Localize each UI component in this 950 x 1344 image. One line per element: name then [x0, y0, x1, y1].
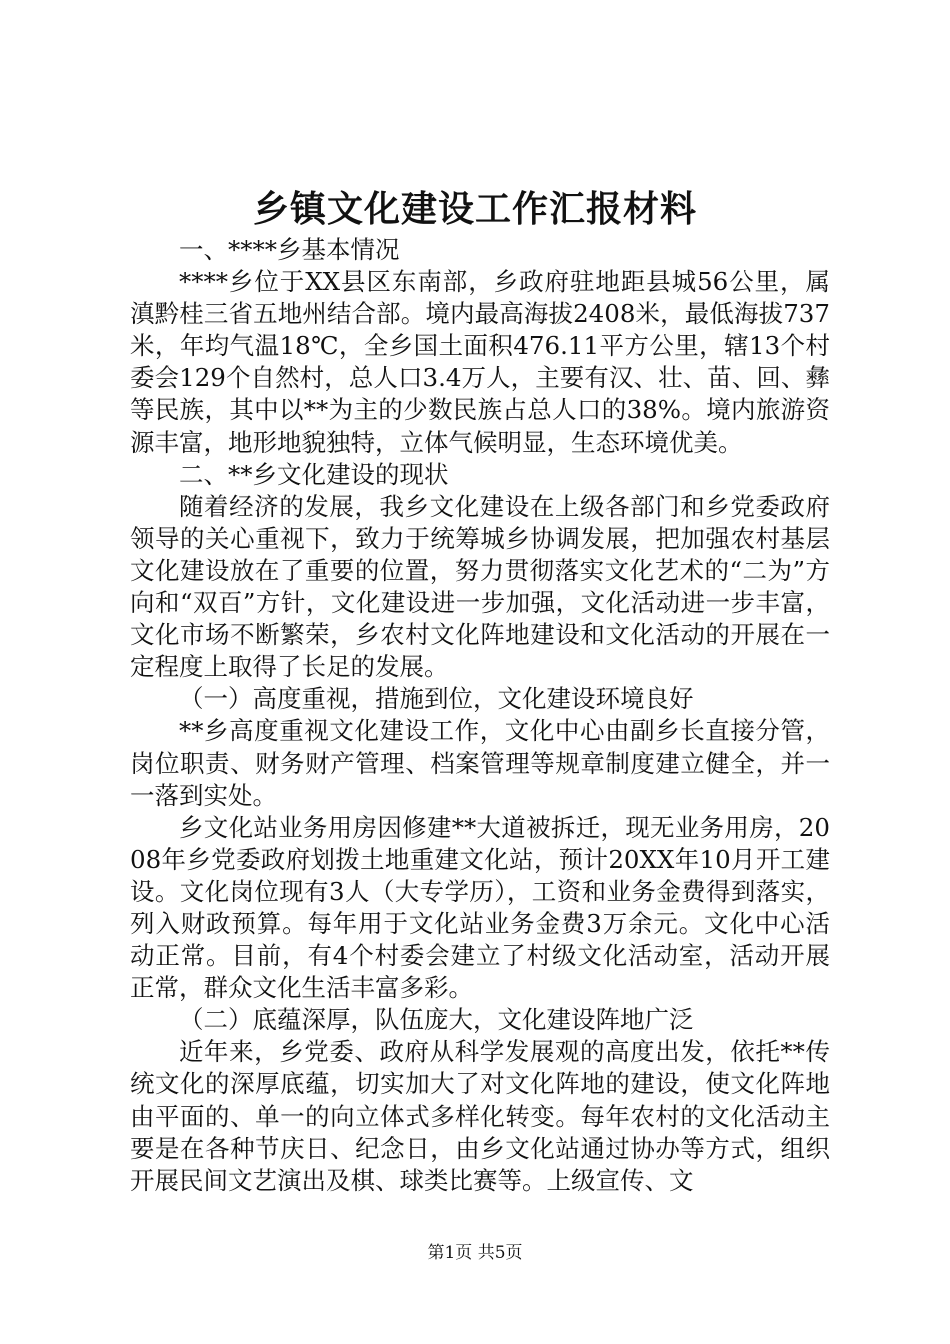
- section-heading-basic-info: 一、****乡基本情况: [179, 235, 400, 264]
- document-title: 乡镇文化建设工作汇报材料: [252, 189, 697, 230]
- paragraph-current-status: 随着经济的发展，我乡文化建设在上级各部门和乡党委政府领导的关心重视下，致力于统筹城乡协调发展，把加强农村基层文化建设放在了重要的位置，努力贯彻落实文化艺术的“二为”方向和“双百”方针，文化建设进一步加强，文化活动进一步丰富，文化市场不断繁荣，乡农村文化阵地建设和文化活动的开展在一定程度上取得了长足的发展。: [130, 491, 830, 682]
- paragraph-management: **乡高度重视文化建设工作，文化中心由副乡长直接分管，岗位职责、财务财产管理、档案管理等规章制度建立健全，并一一落到实处。: [130, 716, 830, 810]
- subsection-heading-2: （二）底蕴深厚，队伍庞大，文化建设阵地广泛: [179, 1005, 694, 1035]
- paragraph-culture-station: 乡文化站业务用房因修建**大道被拆迁，现无业务用房，2008年乡党委政府划拨土地重建文化站，预计20XX年10月开工建设。文化岗位现有3人（大专学历），工资和业务金费得到落实，列入财政预算。每年用于文化站业务金费3万余元。文化中心活动正常。目前，有4个村委会建立了村级文化活动室，活动开展正常，群众文化生活丰富多彩。: [130, 812, 830, 1003]
- page-number-footer: 第1页 共5页: [427, 1243, 523, 1263]
- section-heading-current-status: 二、**乡文化建设的现状: [179, 459, 449, 489]
- paragraph-basic-info: ****乡位于XX县区东南部，乡政府驻地距县城56公里，属滇黔桂三省五地州结合部。境内最高海拔2408米，最低海拔737米，年均气温18℃，全乡国土面积476.11平方公里，辖13个村委会129个自然村，总人口3.4万人，主要有汉、壮、苗、回、彝等民族，其中以**为主的少数民族占总人口的38%。境内旅游资源丰富，地形地貌独特，立体气候明显，生态环境优美。: [130, 267, 830, 457]
- paragraph-cultural-activities: 近年来，乡党委、政府从科学发展观的高度出发，依托**传统文化的深厚底蕴，切实加大了对文化阵地的建设，使文化阵地由平面的、单一的向立体式多样化转变。每年农村的文化活动主要是在各种节庆日、纪念日，由乡文化站通过协办等方式，组织开展民间文艺演出及棋、球类比赛等。上级宣传、文: [130, 1037, 830, 1195]
- document-body: [130, 234, 830, 1197]
- subsection-heading-1: （一）高度重视，措施到位，文化建设环境良好: [179, 684, 694, 714]
